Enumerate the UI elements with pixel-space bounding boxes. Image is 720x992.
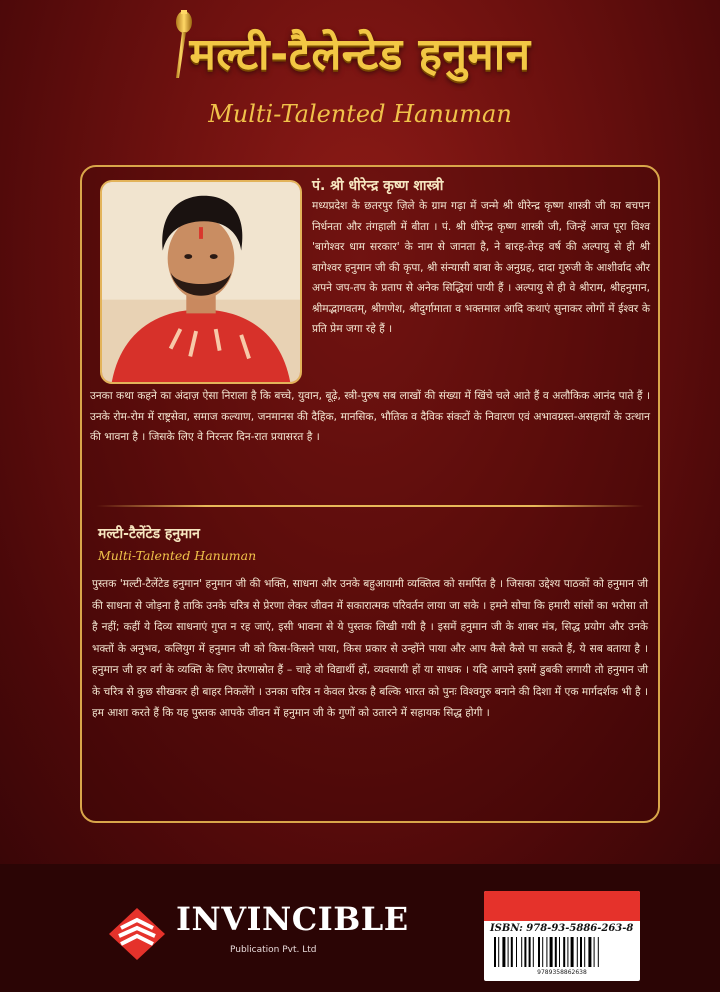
isbn-block	[484, 891, 640, 981]
barcode-digits: 9789358862638	[537, 969, 587, 976]
publisher-name: INVINCIBLE	[176, 900, 409, 938]
book-description: पुस्तक 'मल्टी-टैलेंटेड हनुमान' हनुमान जी की भक्ति, साधना और उनके बहुआयामी व्यक्तित्व को समर्पित है । जिसका उद्देश्य पाठकों को हनुमान जी की साधना से जोड़ना है ताकि उनके चरित्र से प्रेरणा लेकर जीवन में सकारात्मक परिवर्तन लाया जा सके । हमने सोचा कि हमारी सांसों का भरोसा तो है नहीं; कहीं ये दिव्य साधनाएं गुप्त न रह जाएं, इसी भावना से ये पुस्तक लिखी गयी है । इसमें हनुमान जी के शाबर मंत्र, सिद्ध प्रयोग और उनके भक्तों के अनुभव, कलियुग में हनुमान जी को किस-किसने पाया, किस प्रकार से उन्होंने पाया और आप कैसे कैसे पा सकते हैं, ये सब बताया है । हनुमान जी हर वर्ग के व्यक्ति के लिए प्रेरणास्रोत हैं – चाहे वो विद्यार्थी हों, व्यवसायी हों या साधक । यदि आपने इसमें डुबकी लगायी तो हनुमान जी के चरित्र से कुछ सीखकर ही बाहर निकलेंगे । उनका चरित्र न केवल प्रेरक है बल्कि भारत को पुनः विश्वगुरु बनाने की दिशा में एक मार्गदर्शक भी है । हम आशा करते हैं कि यह पुस्तक आपके जीवन में हनुमान जी के गुणों को उतारने में सहायक सिद्ध होगी ।	[92, 578, 648, 719]
author-bio-side: मध्यप्रदेश के छतरपुर ज़िले के ग्राम गढ़ा में जन्मे श्री धीरेन्द्र कृष्ण शास्त्री जी का बचपन निर्धनता और तंगहाली में बीता । पं. श्री धीरेन्द्र कृष्ण शास्त्री जी, जिन्हें आज पूरा विश्व 'बागेश्वर धाम सरकार' के नाम से जानता है, ने बारह-तेरह वर्ष की अल्पायु से ही श्री बागेश्वर हनुमान जी की कृपा, श्री संन्यासी बाबा के अनुग्रह, दादा गुरुजी के आशीर्वाद और अपने जप-तप के प्रताप से अनेक सिद्धियां पायी हैं । अल्पायु से ही वे श्रीराम, श्रीहनुमान, श्रीमद्भागवतम्, श्रीगणेश, श्रीदुर्गामाता व भक्तमाल आदि कथाएं सुनाकर लोगों में ईश्वर के प्रति प्रेम जगा रहे हैं ।	[312, 200, 650, 335]
publisher-tagline: Publication Pvt. Ltd	[230, 945, 317, 955]
section-divider	[96, 505, 644, 507]
book-subheading: Multi-Talented Hanuman	[98, 548, 257, 563]
barcode-icon	[494, 937, 630, 967]
author-bio-continued: उनका कथा कहने का अंदाज़ ऐसा निराला है कि बच्चे, युवान, बूढ़े, स्त्री-पुरुष सब लाखों की संख्या में खिंचे चले आते हैं व अलौकिक आनंद पाते हैं । उनके रोम-रोम में राष्ट्रसेवा, समाज कल्याण, जनमानस की दैहिक, मानसिक, भौतिक व दैविक संकटों के निवारण एवं अभावग्रस्त-असहायों के उत्थान की भावना है । जिसके लिए वे निरन्तर दिन-रात प्रयासरत है ।	[90, 390, 650, 443]
isbn-red-band	[484, 891, 640, 921]
title-english: Multi-Talented Hanuman	[208, 100, 512, 128]
author-heading: पं. श्री धीरेन्द्र कृष्ण शास्त्री	[312, 178, 444, 194]
title-hindi: मल्टी-टैलेन्टेड हनुमान	[189, 29, 531, 80]
book-heading: मल्टी-टैलेंटेड हनुमान	[98, 526, 200, 542]
author-portrait-icon	[102, 182, 300, 382]
isbn-label: ISBN: 978-93-5886-263-8	[490, 923, 634, 934]
invincible-logo-icon	[107, 906, 167, 962]
author-photo	[100, 180, 302, 384]
